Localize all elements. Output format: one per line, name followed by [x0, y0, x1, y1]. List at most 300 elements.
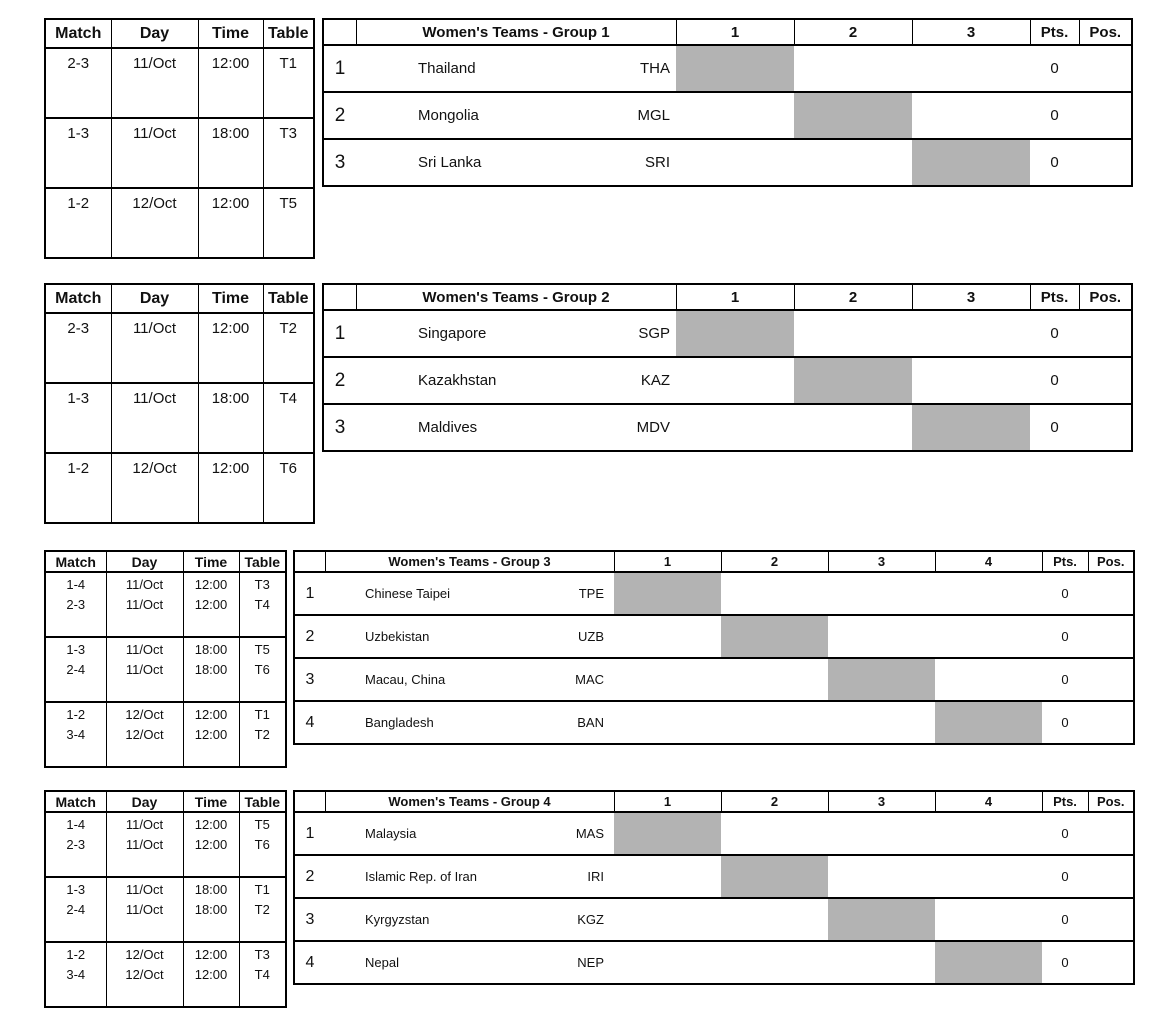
result-cell: [721, 701, 828, 744]
schedule-table-group-3: [44, 550, 287, 768]
schedule-header-table: Table: [239, 791, 286, 812]
schedule-value-time: 18:00: [211, 125, 250, 142]
schedule-value-table: T5: [254, 817, 270, 832]
standings-header-rank: [294, 551, 325, 572]
schedule-value-match: 1-2: [66, 947, 86, 962]
team-name: Nepal: [365, 955, 399, 970]
team-name: Mongolia: [418, 107, 479, 124]
result-cell: [828, 855, 935, 898]
schedule-header-row: [45, 791, 286, 812]
standings-header-row: [294, 551, 1134, 572]
result-column-header-3: 3: [828, 791, 935, 812]
position-value: [1088, 941, 1134, 984]
team-name: Macau, China: [365, 672, 446, 687]
schedule-value-table: T4: [254, 967, 270, 982]
schedule-value-time: 18:00: [194, 662, 228, 677]
team-code: BAN: [577, 715, 604, 730]
points-column-header: Pts.: [1030, 19, 1079, 45]
result-cell-shaded: [828, 898, 935, 941]
schedule-value-time: 18:00: [211, 390, 250, 407]
schedule-value-match: 2-3: [66, 837, 86, 852]
team-code: MAC: [575, 672, 604, 687]
team-wrap: [325, 586, 614, 601]
group-title: Women's Teams - Group 4: [325, 791, 614, 812]
points-column-header: Pts.: [1042, 551, 1088, 572]
schedule-value-day: 11/Oct: [132, 125, 177, 142]
team-rank: 2: [323, 357, 356, 404]
position-column-header: Pos.: [1088, 791, 1134, 812]
points-value: 0: [1030, 310, 1079, 357]
team-name: Malaysia: [365, 826, 417, 841]
schedule-header-match: Match: [45, 284, 111, 313]
team-cell: [356, 404, 676, 451]
schedule-cell-match: [45, 812, 106, 877]
schedule-cell-match: [45, 572, 106, 637]
result-cell: [614, 701, 721, 744]
schedule-cell-time: [183, 702, 239, 767]
schedule-cell-time: [183, 812, 239, 877]
schedule-cell-time: [183, 942, 239, 1007]
result-column-header-2: 2: [721, 551, 828, 572]
team-cell: [325, 812, 614, 855]
team-wrap: [325, 955, 614, 970]
team-rank: 4: [294, 701, 325, 744]
team-code: MGL: [637, 107, 670, 124]
result-cell: [721, 898, 828, 941]
schedule-table-group-1: [44, 18, 315, 259]
standings-table-group-3: [293, 550, 1135, 745]
position-value: [1079, 357, 1132, 404]
result-cell: [614, 615, 721, 658]
team-rank: 3: [294, 658, 325, 701]
schedule-value-match: 1-2: [67, 460, 90, 477]
schedule-value-match: 2-3: [67, 55, 90, 72]
schedule-header-row: [45, 19, 314, 48]
team-code: SGP: [638, 325, 670, 342]
schedule-cell-time: [198, 188, 263, 258]
schedule-block-row: [45, 877, 286, 942]
team-cell: [325, 855, 614, 898]
team-row: [294, 572, 1134, 615]
schedule-value-time: 18:00: [194, 642, 228, 657]
result-cell: [721, 812, 828, 855]
schedule-table-group-2: [44, 283, 315, 524]
schedule-cell-day: [106, 702, 183, 767]
schedule-cell-table: [263, 453, 314, 523]
result-column-header-1: 1: [676, 284, 794, 310]
schedule-cell-table: [263, 188, 314, 258]
schedule-value-match: 2-3: [67, 320, 90, 337]
schedule-value-time: 12:00: [211, 460, 250, 477]
schedule-value-time: 12:00: [194, 707, 228, 722]
schedule-value-match: 3-4: [66, 727, 86, 742]
schedule-cell-day: [106, 572, 183, 637]
result-cell-shaded: [794, 92, 912, 139]
result-cell-shaded: [614, 812, 721, 855]
schedule-value-day: 11/Oct: [125, 837, 164, 852]
schedule-value-day: 12/Oct: [132, 460, 177, 477]
result-cell: [935, 658, 1042, 701]
team-row: [294, 855, 1134, 898]
result-cell: [721, 941, 828, 984]
schedule-cell-match: [45, 453, 111, 523]
schedule-cell-table: [239, 942, 286, 1007]
schedule-header-time: Time: [183, 551, 239, 572]
schedule-header-day: Day: [106, 551, 183, 572]
schedule-value-table: T3: [254, 947, 270, 962]
points-value: 0: [1042, 812, 1088, 855]
schedule-cell-match: [45, 702, 106, 767]
team-rank: 3: [323, 139, 356, 186]
result-cell: [794, 404, 912, 451]
schedule-value-time: 12:00: [211, 320, 250, 337]
schedule-value-match: 1-4: [66, 817, 86, 832]
schedule-cell-table: [263, 48, 314, 118]
team-name: Singapore: [418, 325, 487, 342]
team-wrap: [356, 107, 676, 124]
schedule-value-match: 1-2: [66, 707, 86, 722]
schedule-value-table: T1: [279, 55, 297, 72]
result-column-header-3: 3: [912, 19, 1030, 45]
team-row: [323, 92, 1132, 139]
schedule-value-match: 1-3: [66, 882, 86, 897]
schedule-value-table: T2: [254, 902, 270, 917]
schedule-cell-day: [111, 453, 198, 523]
schedule-block-row: [45, 637, 286, 702]
schedule-block-row: [45, 942, 286, 1007]
team-code: NEP: [577, 955, 604, 970]
schedule-cell-table: [263, 118, 314, 188]
result-cell-shaded: [935, 701, 1042, 744]
result-cell: [828, 615, 935, 658]
team-rank: 4: [294, 941, 325, 984]
result-cell-shaded: [935, 941, 1042, 984]
position-value: [1079, 45, 1132, 92]
position-column-header: Pos.: [1079, 284, 1132, 310]
schedule-value-match: 1-3: [67, 390, 90, 407]
team-cell: [356, 45, 676, 92]
schedule-value-time: 12:00: [211, 195, 250, 212]
schedule-value-day: 11/Oct: [125, 597, 164, 612]
standings-header-row: [323, 19, 1132, 45]
schedule-cell-time: [198, 313, 263, 383]
points-value: 0: [1030, 404, 1079, 451]
result-cell-shaded: [721, 615, 828, 658]
schedule-value-time: 12:00: [211, 55, 250, 72]
result-cell: [614, 898, 721, 941]
team-cell: [325, 615, 614, 658]
schedule-header-day: Day: [111, 19, 198, 48]
points-value: 0: [1030, 357, 1079, 404]
schedule-cell-match: [45, 637, 106, 702]
team-wrap: [356, 154, 676, 171]
schedule-value-table: T6: [279, 460, 297, 477]
schedule-value-match: 2-4: [66, 902, 86, 917]
position-value: [1079, 310, 1132, 357]
result-cell: [912, 92, 1030, 139]
schedule-value-time: 18:00: [194, 882, 228, 897]
group-title: Women's Teams - Group 1: [356, 19, 676, 45]
schedule-cell-table: [239, 702, 286, 767]
result-column-header-2: 2: [721, 791, 828, 812]
team-rank: 1: [323, 310, 356, 357]
result-cell: [935, 615, 1042, 658]
result-cell: [912, 45, 1030, 92]
position-value: [1088, 658, 1134, 701]
result-cell: [721, 658, 828, 701]
result-cell-shaded: [721, 855, 828, 898]
team-code: IRI: [587, 869, 604, 884]
team-rank: 1: [323, 45, 356, 92]
team-row: [294, 941, 1134, 984]
schedule-block-row: [45, 812, 286, 877]
team-rank: 3: [294, 898, 325, 941]
standings-header-rank: [294, 791, 325, 812]
result-column-header-2: 2: [794, 19, 912, 45]
schedule-cell-day: [106, 637, 183, 702]
schedule-cell-time: [198, 453, 263, 523]
schedule-value-table: T5: [254, 642, 270, 657]
result-cell: [676, 404, 794, 451]
result-cell: [794, 45, 912, 92]
result-cell: [828, 812, 935, 855]
schedule-value-time: 12:00: [194, 967, 228, 982]
team-name: Thailand: [418, 60, 476, 77]
team-row: [323, 139, 1132, 186]
result-cell-shaded: [912, 139, 1030, 186]
result-cell: [912, 357, 1030, 404]
result-cell: [721, 572, 828, 615]
schedule-value-time: 12:00: [194, 597, 228, 612]
schedule-value-day: 12/Oct: [125, 947, 164, 962]
team-cell: [356, 310, 676, 357]
team-wrap: [325, 826, 614, 841]
team-name: Bangladesh: [365, 715, 434, 730]
team-cell: [356, 92, 676, 139]
result-cell: [828, 941, 935, 984]
team-cell: [325, 941, 614, 984]
team-rank: 2: [323, 92, 356, 139]
result-cell: [794, 310, 912, 357]
schedule-value-match: 2-3: [66, 597, 86, 612]
standings-table-group-2: [322, 283, 1133, 452]
team-name: Islamic Rep. of Iran: [365, 869, 477, 884]
team-cell: [325, 572, 614, 615]
group-title: Women's Teams - Group 3: [325, 551, 614, 572]
position-value: [1088, 812, 1134, 855]
standings-header-row: [294, 791, 1134, 812]
schedule-cell-time: [198, 383, 263, 453]
result-cell: [828, 701, 935, 744]
result-column-header-4: 4: [935, 791, 1042, 812]
position-value: [1079, 404, 1132, 451]
team-code: KAZ: [640, 372, 670, 389]
schedule-value-table: T6: [254, 837, 270, 852]
result-cell-shaded: [794, 357, 912, 404]
team-name: Uzbekistan: [365, 629, 430, 644]
position-value: [1088, 855, 1134, 898]
team-row: [294, 898, 1134, 941]
team-wrap: [356, 325, 676, 342]
schedule-cell-day: [111, 313, 198, 383]
schedule-value-time: 12:00: [194, 837, 228, 852]
team-wrap: [356, 60, 676, 77]
schedule-cell-table: [263, 383, 314, 453]
schedule-cell-match: [45, 118, 111, 188]
team-wrap: [356, 419, 676, 436]
schedule-header-day: Day: [111, 284, 198, 313]
schedule-cell-day: [106, 812, 183, 877]
points-value: 0: [1042, 898, 1088, 941]
schedule-header-table: Table: [239, 551, 286, 572]
team-rank: 2: [294, 615, 325, 658]
schedule-cell-match: [45, 942, 106, 1007]
team-rank: 1: [294, 812, 325, 855]
schedule-cell-time: [198, 118, 263, 188]
schedule-header-table: Table: [263, 19, 314, 48]
team-cell: [325, 658, 614, 701]
result-column-header-3: 3: [912, 284, 1030, 310]
schedule-value-day: 11/Oct: [125, 642, 164, 657]
standings-table-group-1: [322, 18, 1133, 187]
schedule-value-day: 11/Oct: [125, 882, 164, 897]
team-row: [294, 615, 1134, 658]
team-wrap: [356, 372, 676, 389]
result-cell: [935, 855, 1042, 898]
schedule-cell-day: [111, 48, 198, 118]
result-cell: [935, 572, 1042, 615]
team-code: TPE: [578, 586, 604, 601]
team-row: [323, 357, 1132, 404]
schedule-block-row: [45, 188, 314, 258]
schedule-cell-day: [111, 383, 198, 453]
schedule-value-match: 1-3: [66, 642, 86, 657]
schedule-header-match: Match: [45, 551, 106, 572]
position-value: [1088, 615, 1134, 658]
result-cell: [794, 139, 912, 186]
schedule-header-time: Time: [198, 284, 263, 313]
schedule-value-day: 11/Oct: [125, 662, 164, 677]
schedule-header-time: Time: [183, 791, 239, 812]
schedule-value-time: 18:00: [194, 902, 228, 917]
schedule-value-table: T1: [254, 707, 270, 722]
schedule-value-match: 2-4: [66, 662, 86, 677]
result-cell-shaded: [676, 310, 794, 357]
schedule-header-row: [45, 284, 314, 313]
schedule-value-day: 11/Oct: [125, 817, 164, 832]
schedule-value-day: 11/Oct: [125, 902, 164, 917]
schedule-cell-day: [111, 118, 198, 188]
points-value: 0: [1030, 139, 1079, 186]
schedule-value-time: 12:00: [194, 947, 228, 962]
standings-header-row: [323, 284, 1132, 310]
schedule-value-time: 12:00: [194, 577, 228, 592]
schedule-block-row: [45, 118, 314, 188]
schedule-cell-day: [106, 942, 183, 1007]
result-column-header-1: 1: [614, 551, 721, 572]
schedule-block-row: [45, 453, 314, 523]
schedule-value-day: 11/Oct: [132, 55, 177, 72]
schedule-block-row: [45, 572, 286, 637]
schedule-header-match: Match: [45, 791, 106, 812]
schedule-cell-table: [239, 637, 286, 702]
team-name: Chinese Taipei: [365, 586, 451, 601]
schedule-value-time: 12:00: [194, 727, 228, 742]
result-cell: [614, 855, 721, 898]
team-code: KGZ: [577, 912, 604, 927]
schedule-value-day: 11/Oct: [132, 320, 177, 337]
schedule-cell-day: [106, 877, 183, 942]
points-column-header: Pts.: [1030, 284, 1079, 310]
team-name: Maldives: [418, 419, 478, 436]
position-value: [1088, 898, 1134, 941]
team-name: Kyrgyzstan: [365, 912, 430, 927]
team-wrap: [325, 912, 614, 927]
schedule-value-table: T2: [254, 727, 270, 742]
schedule-header-day: Day: [106, 791, 183, 812]
schedule-block-row: [45, 383, 314, 453]
schedule-cell-time: [183, 877, 239, 942]
points-value: 0: [1042, 615, 1088, 658]
schedule-value-match: 1-2: [67, 195, 90, 212]
schedule-value-day: 11/Oct: [132, 390, 177, 407]
points-value: 0: [1042, 701, 1088, 744]
schedule-header-time: Time: [198, 19, 263, 48]
team-wrap: [325, 629, 614, 644]
team-rank: 1: [294, 572, 325, 615]
position-value: [1088, 572, 1134, 615]
schedule-cell-match: [45, 313, 111, 383]
points-column-header: Pts.: [1042, 791, 1088, 812]
schedule-block-row: [45, 48, 314, 118]
result-column-header-1: 1: [676, 19, 794, 45]
team-wrap: [325, 672, 614, 687]
position-value: [1088, 701, 1134, 744]
schedule-cell-day: [111, 188, 198, 258]
points-value: 0: [1042, 855, 1088, 898]
team-cell: [356, 357, 676, 404]
result-cell: [676, 92, 794, 139]
schedule-value-table: T6: [254, 662, 270, 677]
team-row: [294, 701, 1134, 744]
result-column-header-1: 1: [614, 791, 721, 812]
schedule-cell-time: [183, 637, 239, 702]
position-value: [1079, 92, 1132, 139]
schedule-value-day: 12/Oct: [132, 195, 177, 212]
result-cell: [676, 357, 794, 404]
schedule-cell-table: [239, 812, 286, 877]
schedule-cell-table: [239, 877, 286, 942]
team-code: SRI: [644, 154, 670, 171]
team-row: [323, 310, 1132, 357]
team-row: [323, 45, 1132, 92]
result-cell: [676, 139, 794, 186]
schedule-value-table: T3: [279, 125, 297, 142]
position-column-header: Pos.: [1079, 19, 1132, 45]
team-wrap: [325, 715, 614, 730]
team-row: [294, 658, 1134, 701]
team-name: Kazakhstan: [418, 372, 497, 389]
schedule-cell-table: [239, 572, 286, 637]
position-value: [1079, 139, 1132, 186]
schedule-header-row: [45, 551, 286, 572]
team-wrap: [325, 869, 614, 884]
schedule-value-table: T4: [279, 390, 297, 407]
schedule-cell-time: [183, 572, 239, 637]
team-code: MDV: [636, 419, 670, 436]
schedule-block-row: [45, 313, 314, 383]
position-column-header: Pos.: [1088, 551, 1134, 572]
